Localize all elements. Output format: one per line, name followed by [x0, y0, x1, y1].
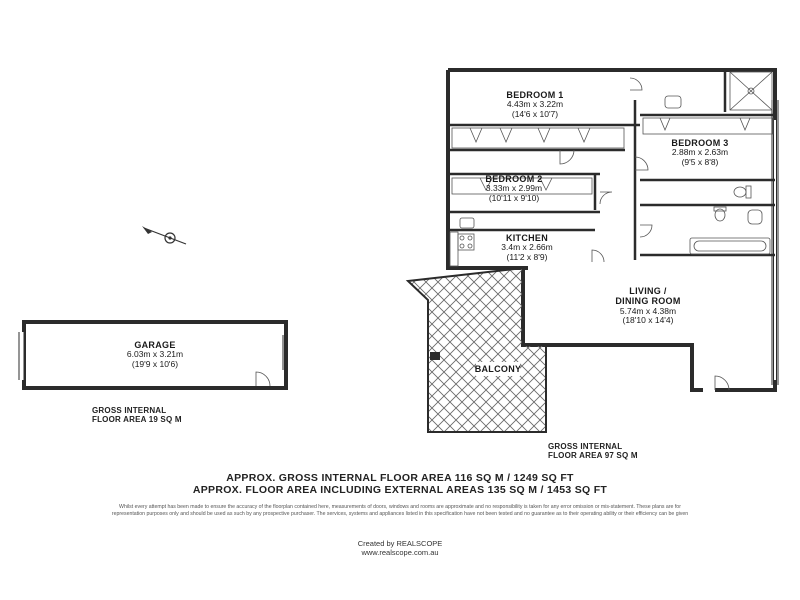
- room-label-bedroom1: [506, 90, 563, 120]
- area-summary: [0, 472, 800, 496]
- room-dimensions-ft: (18'10 x 14'4): [622, 315, 674, 326]
- shower-icon: [730, 72, 772, 110]
- credit: [0, 539, 800, 557]
- room-dimensions-ft: (14'6 x 10'7): [511, 109, 559, 120]
- room-dimensions-m: 5.74m x 4.38m: [619, 305, 677, 316]
- room-name: BEDROOM 1: [506, 90, 564, 100]
- gross-area-line2: FLOOR AREA 19 SQ M: [92, 414, 182, 424]
- room-dimensions-ft: (19'9 x 10'6): [131, 359, 179, 370]
- toilet-icon: [714, 186, 751, 221]
- room-dimensions-ft: (10'11 x 9'10): [488, 193, 540, 204]
- gross-area-line1: GROSS INTERNAL: [92, 406, 167, 415]
- gross-area-garage: [92, 407, 182, 425]
- room-name-line2: DINING ROOM: [615, 296, 681, 307]
- compass-icon: [142, 226, 186, 244]
- stove-icon: [450, 232, 474, 266]
- room-label-bedroom2: [485, 174, 542, 204]
- balcony-area: [408, 268, 546, 432]
- area-summary-line2: APPROX. FLOOR AREA INCLUDING EXTERNAL AREAS 135 SQ M / 1453 SQ FT: [192, 484, 608, 497]
- room-dimensions-m: 6.03m x 3.21m: [126, 349, 184, 360]
- room-name: BEDROOM 3: [671, 138, 729, 148]
- room-dimensions-ft: (11'2 x 8'9): [506, 252, 548, 263]
- room-label-balcony: [475, 364, 522, 374]
- room-dimensions-m: 2.88m x 2.63m: [671, 147, 729, 158]
- gross-area-line2: FLOOR AREA 97 SQ M: [548, 450, 638, 460]
- room-name-line1: LIVING /: [629, 286, 667, 296]
- room-name: BALCONY: [474, 364, 522, 374]
- bathtub-icon: [690, 238, 770, 254]
- room-name: GARAGE: [134, 340, 176, 350]
- room-name: KITCHEN: [505, 233, 549, 243]
- credit-line1: Created by REALSCOPE: [357, 539, 443, 548]
- gross-area-line1: GROSS INTERNAL: [548, 442, 623, 451]
- room-dimensions-m: 3.4m x 2.66m: [501, 242, 553, 253]
- room-label-living: [615, 286, 680, 326]
- room-dimensions-m: 4.43m x 3.22m: [506, 99, 564, 110]
- room-label-garage: [127, 340, 183, 370]
- room-dimensions-ft: (9'5 x 8'8): [681, 157, 719, 168]
- credit-website: www.realscope.com.au: [361, 548, 439, 557]
- disclaimer-text: Whilst every attempt has been made to ensure the accuracy of the floorplan contained here, measurements of doors, windows and rooms are approximate and no responsibility is taken for any error omission or mis-statement. These plans are for representation purposes only and should be used as such by any prospective purchaser. The services, systems and appliances listed in this specification have not been tested and no guarantee as to their operating ability or their efficiency can be given: [111, 504, 689, 518]
- room-label-kitchen: [501, 233, 553, 263]
- room-name: BEDROOM 2: [485, 174, 543, 184]
- room-dimensions-m: 3.33m x 2.99m: [485, 183, 543, 194]
- room-label-bedroom3: [671, 138, 728, 168]
- gross-area-main: [548, 443, 638, 461]
- area-summary-line1: APPROX. GROSS INTERNAL FLOOR AREA 116 SQ M / 1249 SQ FT: [226, 472, 574, 484]
